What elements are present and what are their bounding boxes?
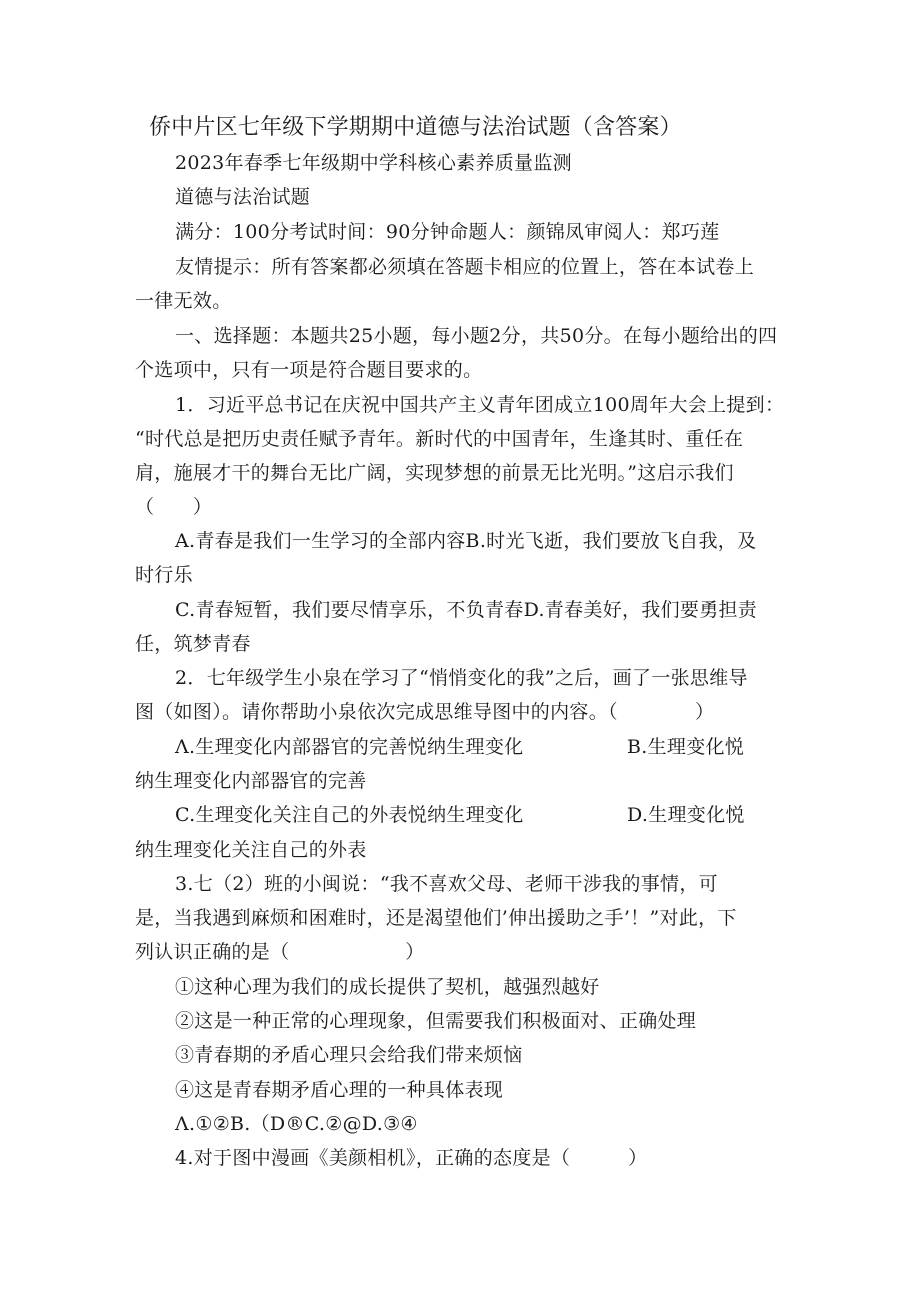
notice-line-2: 一律无效。 [135, 290, 232, 312]
question-2-option-d: D.生理变化悦 [627, 804, 745, 826]
question-2-line-2: 图（如图）。请你帮助小泉依次完成思维导图中的内容。（ ） [135, 701, 715, 723]
question-1-options-ab: A.青春是我们一生学习的全部内容B.时光飞逝，我们要放飞自我，及 [175, 530, 757, 552]
question-1-line-2: “时代总是把历史责任赋予青年。新时代的中国青年，生逢其时、重任在 [135, 428, 744, 450]
question-2-option-d-cont: 纳生理变化关注自己的外表 [135, 839, 367, 861]
question-3-statement-4: ④这是青春期矛盾心理的一种具体表现 [175, 1079, 504, 1101]
question-1-options-cd-cont: 任，筑梦青春 [135, 633, 251, 655]
document-subtitle: 2023年春季七年级期中学科核心素养质量监测 [175, 152, 572, 174]
question-2-option-b: B.生理变化悦 [627, 736, 745, 758]
question-1-options-cd: C.青春短暂，我们要尽情享乐，不负青春D.青春美好，我们要勇担责 [175, 599, 758, 621]
question-1-answer-blank: （ ） [135, 496, 213, 518]
question-2-line-1: 2．七年级学生小泉在学习了“悄悄变化的我”之后，画了一张思维导 [175, 667, 748, 689]
question-3-line-3: 列认识正确的是（ ） [135, 941, 425, 963]
question-4-line-1: 4.对于图中漫画《美颜相机》，正确的态度是（ ） [175, 1147, 648, 1169]
notice-line-1: 友情提示：所有答案都必须填在答题卡相应的位置上，答在本试卷上 [175, 256, 755, 278]
exam-meta: 满分：100分考试时间：90分钟命题人：颜锦凤审阅人：郑巧莲 [175, 221, 720, 243]
subject-line: 道德与法治试题 [175, 186, 311, 208]
section-heading-line-1: 一、选择题：本题共25小题，每小题2分，共50分。在每小题给出的四 [175, 325, 778, 347]
question-3-options: Λ.①②B.（D®C.②@D.③④ [175, 1113, 418, 1135]
question-1-options-ab-cont: 时行乐 [135, 564, 193, 586]
question-3-statement-2: ②这是一种正常的心理现象，但需要我们积极面对、正确处理 [175, 1010, 697, 1032]
question-3-line-1: 3.七（2）班的小闽说：“我不喜欢父母、老师干涉我的事情，可 [175, 873, 718, 895]
section-heading-line-2: 个选项中，只有一项是符合题目要求的。 [135, 359, 483, 381]
document-title: 侨中片区七年级下学期期中道德与法治试题（含答案） [149, 115, 682, 140]
question-3-line-2: 是，当我遇到麻烦和困难时，还是渴望他们’伸出援助之手’！”对此，下 [135, 907, 737, 929]
question-2-option-b-cont: 纳生理变化内部器官的完善 [135, 770, 367, 792]
question-2-option-a: Λ.生理变化内部器官的完善悦纳生理变化 [175, 736, 524, 758]
question-1-line-3: 肩，施展才干的舞台无比广阔，实现梦想的前景无比光明。”这启示我们 [135, 462, 734, 484]
question-1-line-1: 1．习近平总书记在庆祝中国共产主义青年团成立100周年大会上提到： [175, 394, 785, 416]
question-3-statement-1: ①这种心理为我们的成长提供了契机，越强烈越好 [175, 976, 600, 998]
question-2-option-c: C.生理变化关注自己的外表悦纳生理变化 [175, 804, 524, 826]
question-3-statement-3: ③青春期的矛盾心理只会给我们带来烦恼 [175, 1044, 523, 1066]
